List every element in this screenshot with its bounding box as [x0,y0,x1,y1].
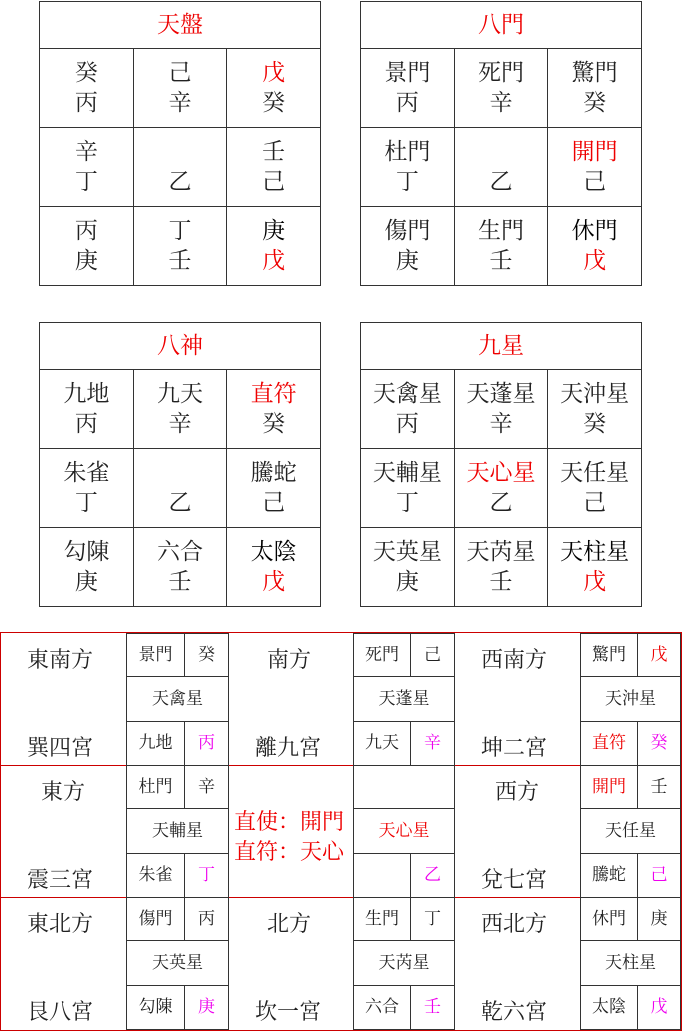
top-stem-cell: 辛 [184,765,229,809]
stem-cell: 丙 [184,721,229,766]
cell: 天輔星 丁 [361,449,454,528]
door-cell: 景門 [126,633,185,677]
cell: 丙 庚 [40,207,133,286]
jiuxing-panel [360,322,642,607]
cell: 天英星 庚 [361,528,454,607]
stem-cell: 丁 [184,853,229,898]
door-cell: 死門 [353,633,411,677]
palace-label: 艮八宮 [27,1000,94,1025]
palace-label: 坎一宮 [255,1000,322,1025]
cell: 勾陳 庚 [40,528,133,607]
row-divider [1,897,681,898]
cell: 天柱星 戊 [548,528,641,607]
direction-label: 南方 [267,648,312,673]
cell: 景門 丙 [361,49,454,128]
palace-label: 坤二宮 [481,736,548,761]
palace-label: 離九宮 [255,736,322,761]
star-cell: 天輔星 [126,808,229,854]
cell: 太陰 戊 [227,528,320,607]
panel-title: 八神 [40,323,320,370]
stem-cell: 戊 [637,985,681,1030]
door-cell: 驚門 [580,633,638,677]
star-cell: 天沖星 [580,676,681,722]
cell: 乙 [133,449,226,528]
duty-chief-label: 直符：天心 [234,840,345,865]
cell: 癸 丙 [40,49,133,128]
direction-label: 西北方 [481,912,548,937]
cell: 乙 [133,128,226,207]
tianpan-panel [39,1,321,286]
cell: 傷門 庚 [361,207,454,286]
cell: 杜門 丁 [361,128,454,207]
star-cell: 天英星 [126,940,229,986]
star-cell: 天禽星 [126,676,229,722]
nine-palace-grid [0,632,682,1031]
god-cell: 直符 [580,721,638,766]
cell: 開門 己 [548,128,641,207]
direction-label: 北方 [267,912,312,937]
stem-cell: 乙 [410,853,455,898]
cell: 乙 [454,128,547,207]
god-cell: 騰蛇 [580,853,638,898]
cell: 驚門 癸 [548,49,641,128]
cell: 天心星 乙 [454,449,547,528]
stem-cell: 壬 [410,985,455,1030]
bamen-panel [360,1,642,286]
god-cell: 太陰 [580,985,638,1030]
cell: 九天 辛 [133,370,226,449]
cell: 天蓬星 辛 [454,370,547,449]
cell: 死門 辛 [454,49,547,128]
door-cell: 生門 [353,897,411,941]
star-cell: 天任星 [580,808,681,854]
star-cell: 天芮星 [353,940,455,986]
door-cell: 傷門 [126,897,185,941]
top-stem-cell: 癸 [184,633,229,677]
top-stem-cell: 己 [410,633,455,677]
star-cell: 天心星 [353,808,455,854]
stem-cell: 庚 [184,985,229,1030]
god-cell: 九天 [353,721,411,766]
panel-title: 八門 [361,2,641,49]
direction-label: 東方 [41,780,86,805]
empty-god-cell [353,853,411,898]
top-stem-cell: 丁 [410,897,455,941]
cell: 己 辛 [133,49,226,128]
top-stem-cell: 丙 [184,897,229,941]
panel-title: 天盤 [40,2,320,49]
cell: 天沖星 癸 [548,370,641,449]
cell: 直符 癸 [227,370,320,449]
top-stem-cell: 庚 [637,897,681,941]
palace-label: 兌七宮 [481,868,548,893]
cell: 天芮星 壬 [454,528,547,607]
door-cell: 開門 [580,765,638,809]
cell: 戊 癸 [227,49,320,128]
direction-label: 西方 [495,780,540,805]
bashen-panel [39,322,321,607]
god-cell: 朱雀 [126,853,185,898]
stem-cell: 癸 [637,721,681,766]
cell: 壬 己 [227,128,320,207]
cell: 騰蛇 己 [227,449,320,528]
direction-label: 西南方 [481,648,548,673]
top-stem-cell: 壬 [637,765,681,809]
top-stem-cell: 戊 [637,633,681,677]
cell: 庚 戊 [227,207,320,286]
god-cell: 九地 [126,721,185,766]
stem-cell: 辛 [410,721,455,766]
cell: 辛 丁 [40,128,133,207]
god-cell: 勾陳 [126,985,185,1030]
cell: 丁 壬 [133,207,226,286]
cell: 六合 壬 [133,528,226,607]
cell: 生門 壬 [454,207,547,286]
panel-title: 九星 [361,323,641,370]
empty-door-cell [353,765,455,809]
palace-label: 乾六宮 [481,1000,548,1025]
duty-messenger-label: 直使：開門 [234,810,345,835]
palace-label: 巽四宮 [27,736,94,761]
direction-label: 東北方 [27,912,94,937]
direction-label: 東南方 [27,648,94,673]
star-cell: 天蓬星 [353,676,455,722]
cell: 朱雀 丁 [40,449,133,528]
row-divider [1,765,681,766]
cell: 天任星 己 [548,449,641,528]
cell: 休門 戊 [548,207,641,286]
palace-label: 震三宮 [27,868,94,893]
door-cell: 杜門 [126,765,185,809]
stem-cell: 己 [637,853,681,898]
star-cell: 天柱星 [580,940,681,986]
cell: 九地 丙 [40,370,133,449]
god-cell: 六合 [353,985,411,1030]
door-cell: 休門 [580,897,638,941]
cell: 天禽星 丙 [361,370,454,449]
